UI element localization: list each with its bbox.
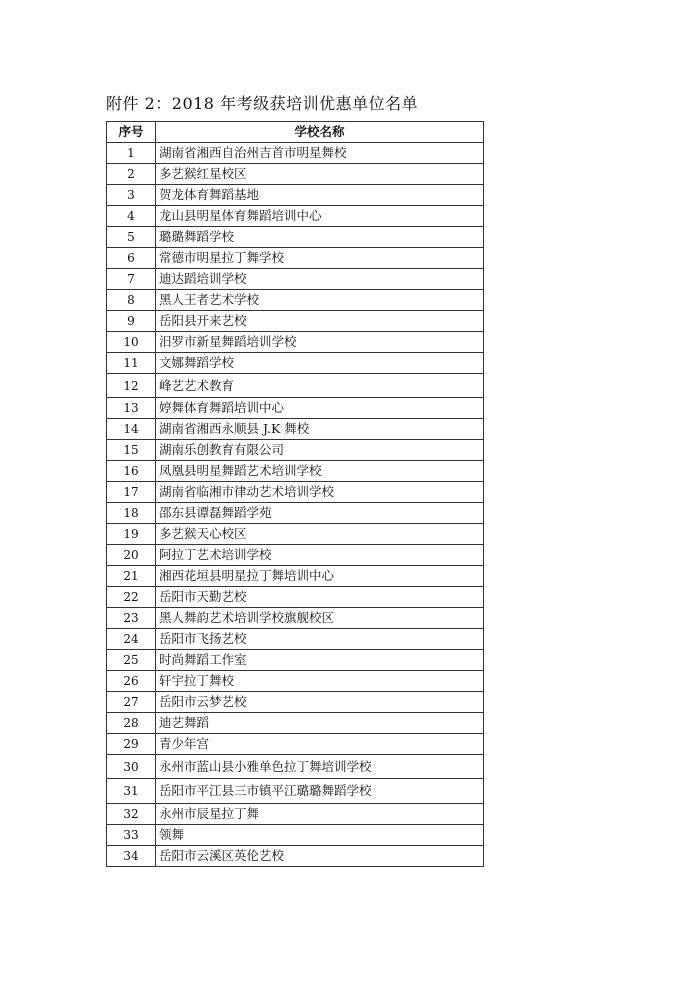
row-school-name: 湖南省临湘市律动艺术培训学校 [156, 482, 484, 503]
table-row [107, 566, 484, 587]
row-seq: 3 [107, 185, 156, 206]
row-seq: 25 [107, 650, 156, 671]
table-row [107, 503, 484, 524]
table-row [107, 804, 484, 825]
row-seq: 13 [107, 398, 156, 419]
row-school-name: 岳阳市云溪区英伦艺校 [156, 846, 484, 867]
table-row [107, 311, 484, 332]
table-row [107, 374, 484, 398]
table-row [107, 440, 484, 461]
row-school-name: 常德市明星拉丁舞学校 [156, 248, 484, 269]
row-school-name: 多艺猴红星校区 [156, 164, 484, 185]
table-row [107, 671, 484, 692]
row-school-name: 轩宇拉丁舞校 [156, 671, 484, 692]
table-row [107, 353, 484, 374]
table-row [107, 398, 484, 419]
row-seq: 21 [107, 566, 156, 587]
row-seq: 15 [107, 440, 156, 461]
row-seq: 8 [107, 290, 156, 311]
row-school-name: 邵东县谭磊舞蹈学苑 [156, 503, 484, 524]
table-row [107, 629, 484, 650]
row-school-name: 文娜舞蹈学校 [156, 353, 484, 374]
header-seq: 序号 [107, 122, 156, 143]
table-row [107, 524, 484, 545]
row-seq: 6 [107, 248, 156, 269]
row-seq: 2 [107, 164, 156, 185]
row-school-name: 阿拉丁艺术培训学校 [156, 545, 484, 566]
row-seq: 5 [107, 227, 156, 248]
row-school-name: 黑人舞韵艺术培训学校旗舰校区 [156, 608, 484, 629]
table-row [107, 779, 484, 804]
table-row [107, 545, 484, 566]
row-seq: 32 [107, 804, 156, 825]
row-seq: 28 [107, 713, 156, 734]
row-school-name: 黑人王者艺术学校 [156, 290, 484, 311]
page-title: 附件 2：2018 年考级获培训优惠单位名单 [106, 94, 419, 113]
table-row [107, 825, 484, 846]
row-school-name: 永州市蓝山县小雅单色拉丁舞培训学校 [156, 755, 484, 779]
row-seq: 24 [107, 629, 156, 650]
row-seq: 26 [107, 671, 156, 692]
row-seq: 9 [107, 311, 156, 332]
table-row [107, 755, 484, 779]
row-seq: 16 [107, 461, 156, 482]
row-seq: 29 [107, 734, 156, 755]
table-row [107, 164, 484, 185]
row-seq: 1 [107, 143, 156, 164]
table-row [107, 206, 484, 227]
table-row [107, 227, 484, 248]
table-row [107, 290, 484, 311]
table-row [107, 650, 484, 671]
header-school-name: 学校名称 [156, 122, 484, 143]
table-row [107, 482, 484, 503]
row-seq: 7 [107, 269, 156, 290]
row-school-name: 璐璐舞蹈学校 [156, 227, 484, 248]
row-school-name: 迪达蹈培训学校 [156, 269, 484, 290]
row-seq: 34 [107, 846, 156, 867]
row-school-name: 迪艺舞蹈 [156, 713, 484, 734]
table-row [107, 587, 484, 608]
row-school-name: 婷舞体育舞蹈培训中心 [156, 398, 484, 419]
row-school-name: 龙山县明星体育舞蹈培训中心 [156, 206, 484, 227]
row-school-name: 永州市辰星拉丁舞 [156, 804, 484, 825]
table-header-row [107, 122, 484, 143]
row-school-name: 领舞 [156, 825, 484, 846]
row-school-name: 峰艺艺术教育 [156, 374, 484, 398]
row-school-name: 岳阳市平江县三市镇平江璐璐舞蹈学校 [156, 779, 484, 804]
table-row [107, 185, 484, 206]
table-row [107, 269, 484, 290]
table-row [107, 248, 484, 269]
row-school-name: 凤凰县明星舞蹈艺术培训学校 [156, 461, 484, 482]
row-seq: 4 [107, 206, 156, 227]
row-seq: 12 [107, 374, 156, 398]
row-school-name: 湖南乐创教育有限公司 [156, 440, 484, 461]
row-school-name: 湖南省湘西自治州吉首市明星舞校 [156, 143, 484, 164]
row-seq: 19 [107, 524, 156, 545]
row-school-name: 岳阳县开来艺校 [156, 311, 484, 332]
table-body [107, 143, 484, 867]
row-seq: 18 [107, 503, 156, 524]
row-seq: 20 [107, 545, 156, 566]
row-school-name: 岳阳市飞扬艺校 [156, 629, 484, 650]
table-row [107, 713, 484, 734]
row-seq: 33 [107, 825, 156, 846]
table-row [107, 143, 484, 164]
school-list-table [106, 121, 484, 867]
row-school-name: 时尚舞蹈工作室 [156, 650, 484, 671]
row-school-name: 岳阳市云梦艺校 [156, 692, 484, 713]
table-row [107, 332, 484, 353]
table-row [107, 419, 484, 440]
row-seq: 11 [107, 353, 156, 374]
table-row [107, 734, 484, 755]
row-seq: 10 [107, 332, 156, 353]
row-seq: 27 [107, 692, 156, 713]
row-seq: 17 [107, 482, 156, 503]
row-school-name: 湖南省湘西永顺县 J.K 舞校 [156, 419, 484, 440]
row-seq: 23 [107, 608, 156, 629]
row-school-name: 贺龙体育舞蹈基地 [156, 185, 484, 206]
row-school-name: 湘西花垣县明星拉丁舞培训中心 [156, 566, 484, 587]
table-row [107, 692, 484, 713]
row-seq: 14 [107, 419, 156, 440]
row-seq: 30 [107, 755, 156, 779]
row-school-name: 岳阳市天勤艺校 [156, 587, 484, 608]
row-seq: 31 [107, 779, 156, 804]
row-school-name: 多艺猴天心校区 [156, 524, 484, 545]
row-school-name: 青少年宫 [156, 734, 484, 755]
table-row [107, 846, 484, 867]
table-row [107, 608, 484, 629]
row-school-name: 汨罗市新星舞蹈培训学校 [156, 332, 484, 353]
table-row [107, 461, 484, 482]
row-seq: 22 [107, 587, 156, 608]
